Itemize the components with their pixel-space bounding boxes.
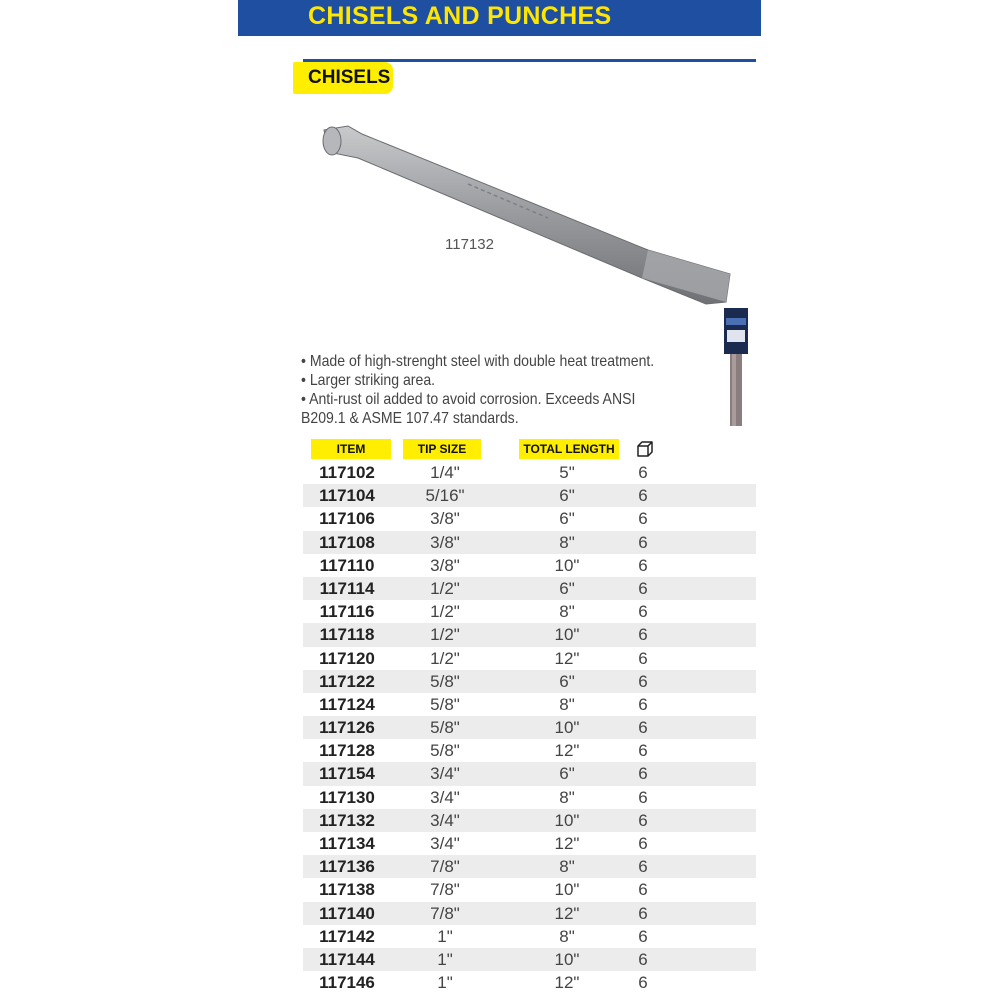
item-number-cell: 117136	[319, 857, 375, 877]
item-number-cell: 117154	[319, 764, 375, 784]
total-length-cell: 12"	[554, 903, 580, 923]
quantity-cell: 6	[638, 718, 648, 738]
quantity-cell: 6	[638, 463, 648, 482]
item-number-cell: 117126	[319, 718, 375, 738]
table-row	[303, 577, 756, 600]
item-number-cell: 117140	[319, 903, 375, 923]
total-length-cell: 12"	[554, 973, 580, 993]
tip-size-cell: 1"	[437, 926, 453, 946]
table-row	[303, 948, 756, 971]
tip-size-cell: 7/8"	[430, 903, 460, 923]
tip-size-cell: 5/8"	[430, 741, 460, 761]
tip-size-cell: 5/8"	[430, 671, 460, 691]
item-number-cell: 117106	[319, 509, 375, 529]
tip-size-cell: 5/16"	[425, 486, 465, 506]
tip-size-cell: 1/2"	[430, 648, 460, 668]
feature-item: • Anti-rust oil added to avoid corrosion. Exceeds ANSI	[301, 391, 636, 408]
table-row	[303, 786, 756, 809]
total-length-cell: 10"	[554, 555, 580, 575]
quantity-cell: 6	[638, 625, 648, 645]
quantity-cell: 6	[638, 903, 648, 923]
item-number-cell: 117144	[319, 949, 375, 969]
table-row	[303, 925, 756, 948]
table-row	[303, 762, 756, 785]
image-caption: 117132	[445, 236, 494, 253]
quantity-cell: 6	[638, 926, 648, 946]
quantity-cell: 6	[638, 648, 648, 668]
tip-size-cell: 3/4"	[430, 834, 460, 853]
spec-table	[303, 437, 756, 994]
table-row	[303, 531, 756, 554]
table-row	[303, 484, 756, 507]
quantity-cell: 6	[638, 555, 648, 575]
quantity-cell: 6	[638, 532, 648, 552]
total-length-cell: 8"	[559, 532, 575, 552]
column-header-item: ITEM	[311, 439, 391, 459]
table-row	[303, 600, 756, 623]
feature-list	[301, 352, 671, 428]
quantity-cell: 6	[638, 834, 648, 853]
total-length-cell: 8"	[559, 602, 575, 622]
tip-size-cell: 5/8"	[430, 694, 460, 714]
total-length-cell: 12"	[554, 648, 580, 668]
total-length-cell: 6"	[559, 764, 575, 784]
quantity-cell: 6	[638, 949, 648, 969]
table-row	[303, 902, 756, 925]
item-number-cell: 117114	[319, 578, 375, 598]
table-row	[303, 878, 756, 901]
item-number-cell: 117110	[319, 555, 375, 575]
table-row	[303, 554, 756, 577]
total-length-cell: 6"	[559, 671, 575, 691]
item-number-cell: 117138	[319, 880, 375, 900]
table-row	[303, 693, 756, 716]
section-label	[293, 62, 393, 94]
table-row	[303, 971, 756, 994]
quantity-cell: 6	[638, 671, 648, 691]
box-icon	[636, 440, 654, 458]
total-length-cell: 10"	[554, 625, 580, 645]
item-number-cell: 117128	[319, 741, 375, 761]
tip-size-cell: 1/2"	[430, 625, 460, 645]
item-number-cell: 117134	[319, 834, 375, 853]
tip-size-cell: 3/4"	[430, 810, 460, 830]
item-number-cell: 117122	[319, 671, 375, 691]
chisel-image	[318, 122, 738, 317]
quantity-cell: 6	[638, 973, 648, 993]
quantity-cell: 6	[638, 810, 648, 830]
tip-size-cell: 1/4"	[430, 463, 460, 482]
total-length-cell: 10"	[554, 949, 580, 969]
item-number-cell: 117146	[319, 973, 375, 993]
quantity-cell: 6	[638, 880, 648, 900]
item-number-cell: 117104	[319, 486, 375, 506]
feature-item: • Larger striking area.	[301, 372, 436, 389]
tip-size-cell: 7/8"	[430, 857, 460, 877]
tip-size-cell: 3/4"	[430, 787, 460, 807]
total-length-cell: 6"	[559, 578, 575, 598]
total-length-cell: 8"	[559, 926, 575, 946]
table-row	[303, 670, 756, 693]
item-number-cell: 117142	[319, 926, 375, 946]
table-row	[303, 832, 756, 855]
tip-size-cell: 3/4"	[430, 764, 460, 784]
total-length-cell: 8"	[559, 857, 575, 877]
item-number-cell: 117116	[319, 602, 375, 622]
quantity-cell: 6	[638, 486, 648, 506]
total-length-cell: 8"	[559, 694, 575, 714]
item-number-cell: 117108	[319, 532, 375, 552]
item-number-cell: 117132	[319, 810, 375, 830]
item-number-cell: 117120	[319, 648, 375, 668]
package-image	[724, 308, 748, 428]
section-title: CHISELS	[308, 67, 391, 88]
table-row	[303, 716, 756, 739]
total-length-cell: 10"	[554, 718, 580, 738]
feature-item: B209.1 & ASME 107.47 standards.	[301, 410, 519, 427]
table-row	[303, 461, 756, 484]
column-header-total-length: TOTAL LENGTH	[519, 439, 619, 459]
total-length-cell: 6"	[559, 509, 575, 529]
total-length-cell: 10"	[554, 810, 580, 830]
tip-size-cell: 3/8"	[430, 509, 460, 529]
total-length-cell: 12"	[554, 741, 580, 761]
tip-size-cell: 1/2"	[430, 602, 460, 622]
tip-size-cell: 1"	[437, 973, 453, 993]
total-length-cell: 12"	[554, 834, 580, 853]
table-row	[303, 855, 756, 878]
table-row	[303, 809, 756, 832]
quantity-cell: 6	[638, 857, 648, 877]
table-header	[303, 437, 756, 461]
item-number-cell: 117102	[319, 463, 375, 482]
tip-size-cell: 5/8"	[430, 718, 460, 738]
quantity-cell: 6	[638, 764, 648, 784]
quantity-cell: 6	[638, 602, 648, 622]
column-header-tip-size: TIP SIZE	[403, 439, 481, 459]
title-banner	[238, 0, 761, 36]
item-number-cell: 117118	[319, 625, 375, 645]
item-number-cell: 117124	[319, 694, 375, 714]
quantity-cell: 6	[638, 578, 648, 598]
quantity-cell: 6	[638, 694, 648, 714]
quantity-cell: 6	[638, 787, 648, 807]
quantity-cell: 6	[638, 741, 648, 761]
table-body	[303, 461, 756, 994]
total-length-cell: 6"	[559, 486, 575, 506]
table-row	[303, 507, 756, 530]
total-length-cell: 5"	[559, 463, 575, 482]
tip-size-cell: 1/2"	[430, 578, 460, 598]
total-length-cell: 10"	[554, 880, 580, 900]
total-length-cell: 8"	[559, 787, 575, 807]
table-row	[303, 623, 756, 646]
tip-size-cell: 1"	[437, 949, 453, 969]
tip-size-cell: 7/8"	[430, 880, 460, 900]
table-row	[303, 739, 756, 762]
tip-size-cell: 3/8"	[430, 555, 460, 575]
item-number-cell: 117130	[319, 787, 375, 807]
feature-item: • Made of high-strenght steel with double heat treatment.	[301, 353, 655, 370]
page-title: CHISELS AND PUNCHES	[308, 2, 612, 30]
table-row	[303, 647, 756, 670]
tip-size-cell: 3/8"	[430, 532, 460, 552]
quantity-cell: 6	[638, 509, 648, 529]
